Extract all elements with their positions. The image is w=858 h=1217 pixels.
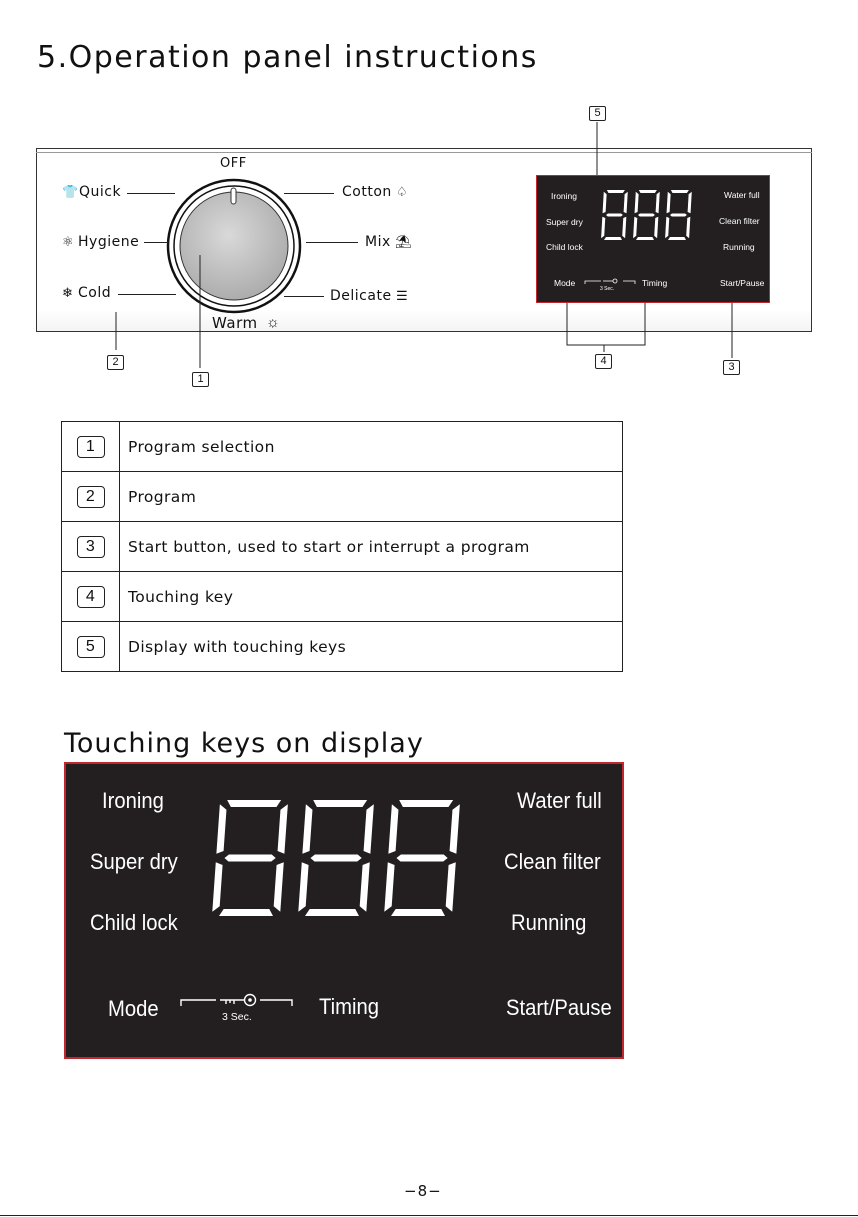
callout-5: 5 bbox=[589, 106, 606, 121]
legend-text: Program bbox=[120, 472, 623, 522]
clean-filter-label: Clean filter bbox=[719, 216, 760, 226]
sun-icon: ☼ bbox=[266, 314, 280, 331]
digit-1-segment-e bbox=[212, 862, 222, 912]
legend-row bbox=[62, 422, 623, 472]
program-hygiene[interactable]: Hygiene bbox=[78, 234, 140, 250]
water-full-label: Water full bbox=[724, 190, 760, 200]
clean-filter-indicator: Clean filter bbox=[504, 849, 601, 874]
digit-3-segment-f bbox=[388, 804, 398, 854]
knob-warm-label: Warm bbox=[212, 314, 258, 332]
legend-row bbox=[62, 572, 623, 622]
legend-text: Touching key bbox=[120, 572, 623, 622]
running-indicator: Running bbox=[511, 910, 587, 935]
callout-lines bbox=[0, 0, 858, 400]
ironing-key[interactable]: Ironing bbox=[102, 788, 164, 813]
legend-text: Program selection bbox=[120, 422, 623, 472]
mix-garment-icon: ⛱ bbox=[395, 234, 412, 249]
mode-key[interactable]: Mode bbox=[108, 996, 159, 1021]
timing-button[interactable]: Timing bbox=[642, 278, 668, 288]
digit-1-segment-d bbox=[219, 909, 273, 916]
legend-row bbox=[62, 472, 623, 522]
legend-number: 2 bbox=[77, 486, 105, 508]
digit-3-segment-g bbox=[396, 855, 447, 862]
digit-3-segment-b bbox=[450, 804, 460, 854]
child-lock-indicator: Child lock bbox=[90, 910, 178, 935]
mode-button[interactable]: Mode bbox=[554, 278, 576, 288]
super-dry-label[interactable]: Super dry bbox=[546, 217, 583, 227]
water-full-indicator: Water full bbox=[517, 788, 602, 813]
legend-number: 1 bbox=[77, 436, 105, 458]
t-shirt-icon: 👕 bbox=[62, 184, 79, 199]
callout-1: 1 bbox=[192, 372, 209, 387]
digit-1-segment-c bbox=[274, 862, 284, 912]
program-quick[interactable]: Quick bbox=[79, 184, 122, 200]
digit-1-segment-b bbox=[278, 804, 288, 854]
start-pause-key[interactable]: Start/Pause bbox=[506, 995, 612, 1020]
timing-key[interactable]: Timing bbox=[319, 994, 379, 1019]
seven-segment-large bbox=[212, 800, 472, 920]
display-panel-large bbox=[64, 762, 624, 1059]
digit-2-segment-a bbox=[313, 800, 367, 807]
digit-1-segment-g bbox=[224, 855, 275, 862]
start-pause-button-small[interactable]: Start/Pause bbox=[720, 278, 765, 288]
digit-3-segment-e bbox=[384, 862, 394, 912]
running-label: Running bbox=[723, 242, 755, 252]
cotton-icon: ♤ bbox=[396, 184, 408, 199]
digit-3-segment-c bbox=[446, 862, 456, 912]
snowflake-icon: ❄ bbox=[62, 285, 73, 300]
program-delicate[interactable]: Delicate bbox=[330, 288, 392, 304]
digit-1-segment-f bbox=[216, 804, 226, 854]
page-title: 5.Operation panel instructions bbox=[37, 40, 538, 75]
legend-row bbox=[62, 522, 623, 572]
page-number: −8− bbox=[404, 1182, 442, 1200]
legend-row bbox=[62, 622, 623, 672]
lock-hint: 3 Sec. bbox=[222, 1011, 252, 1023]
digit-1-segment-a bbox=[227, 800, 281, 807]
footer-rule bbox=[0, 1215, 858, 1216]
ironing-label[interactable]: Ironing bbox=[551, 191, 577, 201]
atom-icon: ⚛ bbox=[62, 234, 74, 249]
legend-table bbox=[61, 421, 623, 672]
legend-number: 5 bbox=[77, 636, 105, 658]
digit-2-segment-c bbox=[360, 862, 370, 912]
super-dry-key[interactable]: Super dry bbox=[90, 849, 178, 874]
section-title: Touching keys on display bbox=[64, 728, 424, 759]
digit-2-segment-f bbox=[302, 804, 312, 854]
key-lock-icon bbox=[178, 992, 298, 1014]
legend-text: Start button, used to start or interrupt a program bbox=[120, 522, 623, 572]
callout-3: 3 bbox=[723, 360, 740, 375]
digit-3-segment-a bbox=[399, 800, 453, 807]
legend-number: 4 bbox=[77, 586, 105, 608]
digit-2-segment-g bbox=[310, 855, 361, 862]
digit-2-segment-b bbox=[364, 804, 374, 854]
digit-2-segment-d bbox=[305, 909, 359, 916]
delicate-icon: ☰ bbox=[396, 288, 408, 303]
program-mix[interactable]: Mix bbox=[365, 234, 391, 250]
callout-4: 4 bbox=[595, 354, 612, 369]
legend-text: Display with touching keys bbox=[120, 622, 623, 672]
callout-2: 2 bbox=[107, 355, 124, 370]
legend-number: 3 bbox=[77, 536, 105, 558]
knob-off-label: OFF bbox=[220, 156, 247, 171]
digit-2-segment-e bbox=[298, 862, 308, 912]
child-lock-label: Child lock bbox=[546, 242, 583, 252]
lock-hint-small: 3 Sec. bbox=[600, 286, 615, 292]
program-cotton[interactable]: Cotton bbox=[342, 184, 392, 200]
program-cold[interactable]: Cold bbox=[78, 285, 112, 301]
digit-3-segment-d bbox=[391, 909, 445, 916]
